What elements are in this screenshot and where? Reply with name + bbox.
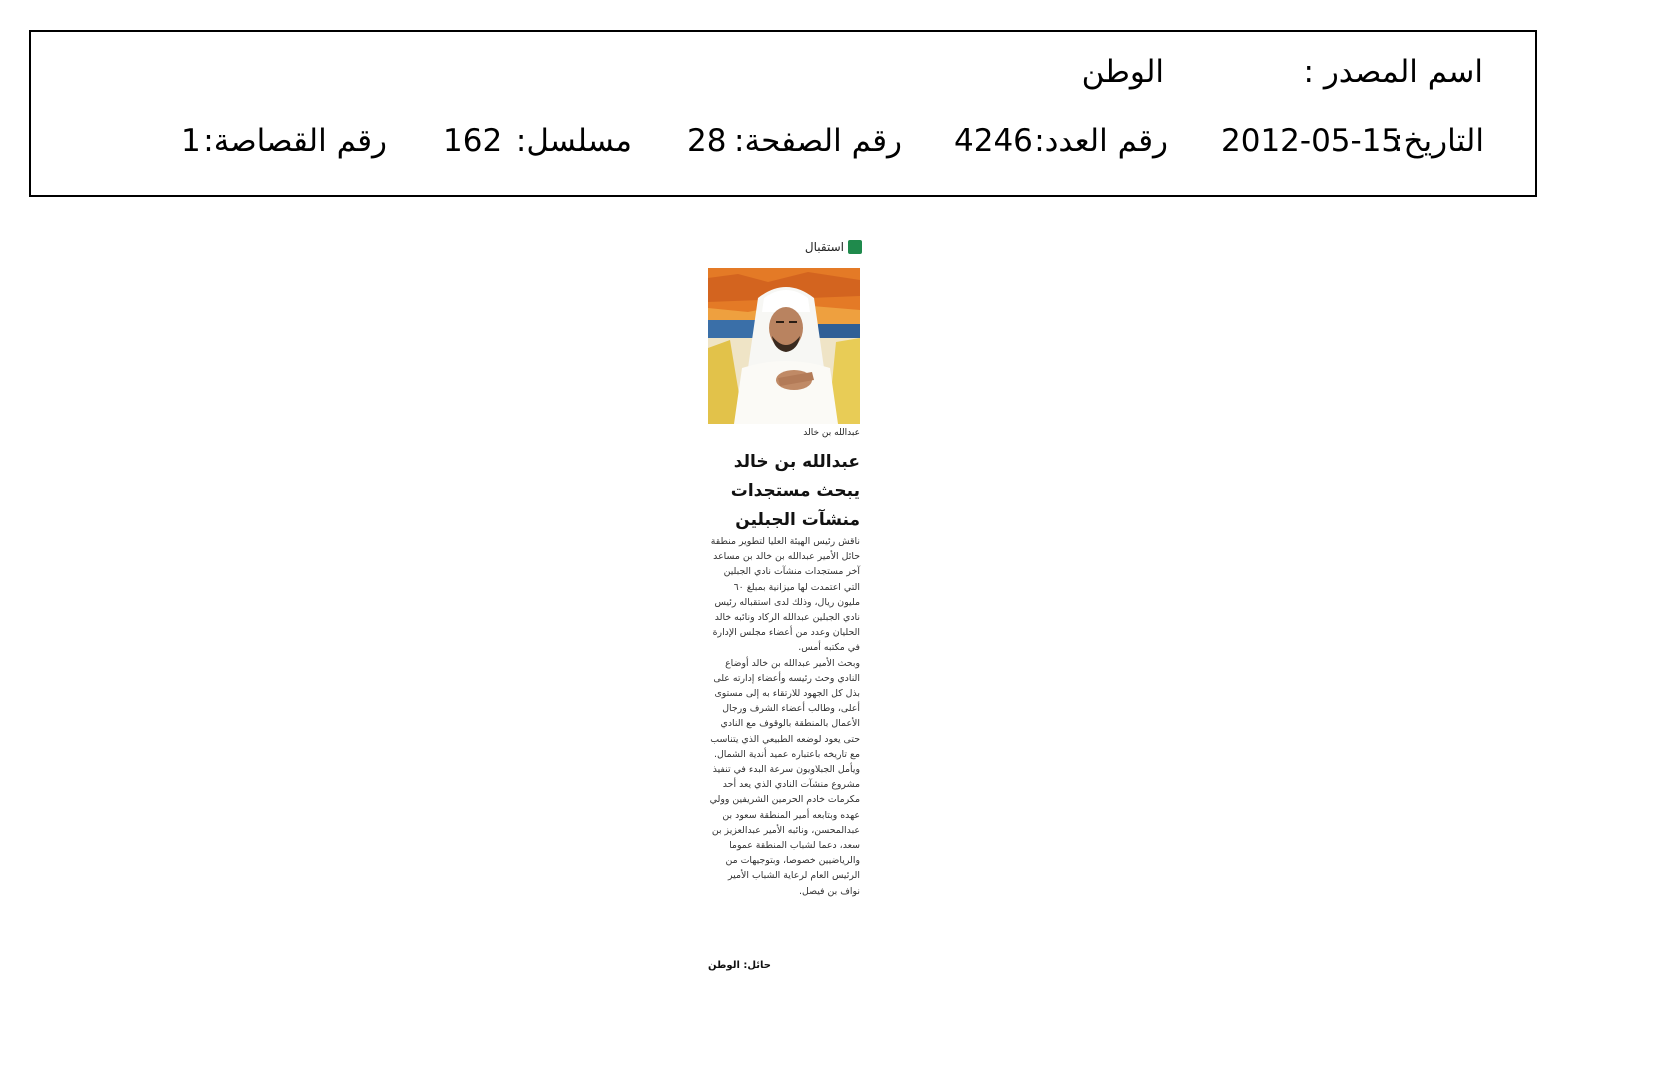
photo-caption: عبدالله بن خالد	[803, 428, 860, 438]
page-label: رقم الصفحة:	[734, 123, 902, 159]
section-tag	[805, 240, 862, 254]
date-value: 2012-05-15	[1221, 123, 1402, 159]
newspaper-clipping	[700, 236, 868, 981]
page-value: 28	[687, 123, 727, 159]
article-paragraph: وبحث الأمير عبدالله بن خالد أوضاع النادي وحث رئيسه وأعضاء إدارته على بذل كل الجهود للارتقاء به إلى مستوى أعلى، وطالب أعضاء الشرف ورجال الأعمال بالمنطقة بالوقوف مع النادي حتى يعود لوضعه الطبيعي الذي يتناسب مع تاريخه باعتباره عميد أندية الشمال.	[710, 657, 860, 760]
article-photo	[708, 268, 860, 424]
issue-value: 4246	[954, 123, 1033, 159]
date-label: التاريخ:	[1393, 123, 1484, 159]
section-marker-icon	[848, 240, 862, 254]
section-label: استقبال	[804, 240, 844, 254]
source-value: الوطن	[1081, 54, 1164, 90]
article-headline: عبدالله بن خالد يبحث مستجدات منشآت الجبلين	[730, 452, 860, 530]
issue-label: رقم العدد:	[1034, 123, 1168, 159]
source-info-box	[29, 30, 1537, 197]
portrait-illustration	[708, 268, 860, 424]
article-body	[708, 534, 860, 899]
clip-number-label: رقم القصاصة:	[203, 123, 387, 159]
serial-value: 162	[443, 123, 503, 159]
serial-label: مسلسل:	[515, 123, 632, 159]
article-paragraph: ويأمل الجبلاويون سرعة البدء في تنفيذ مشروع منشآت النادي الذي يعد أحد مكرمات خادم الحرمين الشريفين وولي عهده وبتابعه أمير المنطقة سعود بن عبدالمحسن، ونائبه الأمير عبدالعزيز بن سعد، دعما لشباب المنطقة عموما والرياضيين خصوصا، وبتوجيهات من الرئيس العام لرعاية الشباب الأمير نواف بن فيصل.	[709, 764, 860, 897]
article-paragraph: ناقش رئيس الهيئة العليا لتطوير منطقة حائل الأمير عبدالله بن خالد بن مساعد آخر مستجدات منشآت نادي الجبلين التي اعتمدت لها ميزانية بمبلغ ٦٠ مليون ريال، وذلك لدى استقباله رئيس نادي الجبلين عبدالله الركاد ونائبه خالد الحليان وعدد من أعضاء مجلس الإدارة في مكتبه أمس.	[710, 536, 860, 654]
article-byline: حائل: الوطن	[708, 960, 771, 971]
clip-number-value: 1	[181, 123, 201, 159]
source-label: اسم المصدر :	[1303, 54, 1483, 90]
